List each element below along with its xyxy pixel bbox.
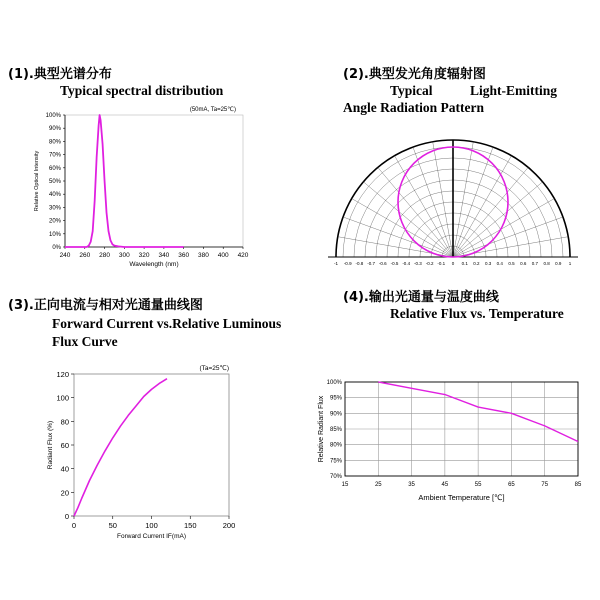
polar-x-tick-label: -1 xyxy=(333,261,339,266)
spectral-note: (50mA, Ta=25℃) xyxy=(189,107,236,113)
spectral-plot-frame xyxy=(65,115,243,247)
temp-y-tick-label: 75% xyxy=(329,458,342,465)
polar-x-tick-label: 0.9 xyxy=(555,261,562,266)
temp-y-axis-label: Relative Radiant Flux xyxy=(318,395,325,463)
polar-chart xyxy=(328,140,578,257)
spectral-x-tick-label: 360 xyxy=(178,252,190,259)
polar-x-tick-label: 0.2 xyxy=(473,261,480,266)
polar-x-tick-label: -0.1 xyxy=(437,261,446,266)
temp-y-tick-label: 90% xyxy=(329,411,342,418)
flux-y-tick-label: 100 xyxy=(56,393,69,403)
panel2-title-cn: (2).典型发光角度辐射图 xyxy=(343,67,486,82)
polar-x-tick-label: -0.4 xyxy=(402,261,411,266)
flux-plot-frame xyxy=(74,374,229,516)
spectral-x-tick-label: 300 xyxy=(118,252,130,259)
temp-x-tick-label: 85 xyxy=(574,482,582,488)
panel2-title-en-3: Angle Radiation Pattern xyxy=(343,100,484,115)
spectral-y-tick-label: 60% xyxy=(48,165,61,172)
polar-x-tick-label: 0.4 xyxy=(496,261,503,266)
panel1-title-cn: (1).典型光谱分布 xyxy=(8,67,112,82)
polar-x-tick-label: 0.7 xyxy=(531,261,539,266)
flux-y-tick-label: 120 xyxy=(56,370,69,379)
polar-x-tick-label: 0 xyxy=(451,261,455,266)
panel1-title-en: Typical spectral distribution xyxy=(60,83,224,98)
polar-x-tick-label: -0.6 xyxy=(378,261,387,266)
polar-x-tick-label: 0.5 xyxy=(508,261,515,266)
flux-x-axis-label: Forward Current IF(mA) xyxy=(117,533,186,540)
flux-x-tick-label: 200 xyxy=(222,521,236,530)
flux-note: (Ta=25℃) xyxy=(199,365,229,372)
polar-x-tick-label: -0.7 xyxy=(367,261,375,266)
spectral-x-axis-label: Wavelength (nm) xyxy=(129,261,179,268)
flux-y-tick-label: 0 xyxy=(64,512,69,521)
polar-x-tick-label: 0.6 xyxy=(520,261,527,266)
spectral-y-tick-label: 10% xyxy=(48,231,61,238)
temp-x-axis-label: Ambient Temperature [℃] xyxy=(418,493,505,502)
spectral-y-tick-label: 100% xyxy=(45,113,61,119)
flux-x-tick-label: 0 xyxy=(71,521,77,530)
flux-y-tick-label: 40 xyxy=(60,464,69,474)
flux-y-tick-label: 60 xyxy=(60,441,69,450)
flux-curve xyxy=(74,379,167,516)
spectral-x-tick-label: 380 xyxy=(198,252,209,259)
temp-y-tick-label: 100% xyxy=(326,380,342,386)
polar-x-tick-label: -0.3 xyxy=(414,261,422,266)
spectral-y-tick-label: 80% xyxy=(48,139,61,146)
flux-x-tick-label: 100 xyxy=(145,521,158,530)
spectral-y-tick-label: 50% xyxy=(48,179,61,185)
temp-y-tick-label: 85% xyxy=(329,427,342,433)
flux-y-tick-label: 20 xyxy=(60,488,69,498)
temp-y-tick-label: 95% xyxy=(329,395,342,402)
temp-y-tick-label: 80% xyxy=(329,442,342,449)
polar-x-tick-label: -0.2 xyxy=(425,261,434,266)
temp-x-tick-label: 55 xyxy=(474,482,482,488)
polar-x-tick-label: -0.8 xyxy=(355,261,364,266)
spectral-y-axis-label: Relative Optical Intensity xyxy=(34,150,40,212)
spectral-x-tick-label: 320 xyxy=(138,252,150,259)
polar-radial-line xyxy=(453,147,493,257)
polar-x-tick-label: 0.3 xyxy=(484,261,492,266)
spectral-x-tick-label: 400 xyxy=(217,252,229,259)
polar-radial-line xyxy=(413,147,453,257)
polar-radial-line xyxy=(453,217,563,257)
polar-x-tick-label: -0.9 xyxy=(343,261,352,266)
temp-x-tick-label: 15 xyxy=(341,482,349,488)
spectral-y-tick-label: 20% xyxy=(48,218,61,225)
spectral-x-tick-label: 260 xyxy=(79,252,91,259)
flux-y-tick-label: 80 xyxy=(60,417,69,427)
spectral-y-tick-label: 70% xyxy=(48,152,61,159)
panel4-title-en: Relative Flux vs. Temperature xyxy=(390,306,564,321)
polar-x-tick-label: 1 xyxy=(568,261,572,266)
polar-x-tick-label: 0.1 xyxy=(461,261,468,266)
polar-x-tick-label: 0.8 xyxy=(543,261,550,266)
temp-x-tick-label: 35 xyxy=(408,482,415,488)
panel2-title-en-1: Typical xyxy=(390,83,433,98)
spectral-x-tick-label: 420 xyxy=(237,252,249,259)
spectral-curve xyxy=(65,115,184,247)
spectral-x-tick-label: 240 xyxy=(59,252,71,259)
spectral-y-tick-label: 30% xyxy=(48,205,61,212)
polar-radial-line xyxy=(343,217,453,257)
panel4-title-cn: (4).输出光通量与温度曲线 xyxy=(343,290,499,305)
panel3-title-en-1: Forward Current vs.Relative Luminous xyxy=(52,316,282,331)
temp-x-tick-label: 25 xyxy=(374,482,382,488)
panel3-title-cn: (3).正向电流与相对光通量曲线图 xyxy=(8,298,203,313)
temp-x-tick-label: 65 xyxy=(508,482,515,488)
spectral-y-tick-label: 90% xyxy=(48,126,61,133)
spectral-y-tick-label: 40% xyxy=(48,192,61,199)
spectral-x-tick-label: 280 xyxy=(99,252,110,259)
temp-x-tick-label: 75 xyxy=(541,482,549,488)
temp-x-tick-label: 45 xyxy=(441,482,449,488)
temp-y-tick-label: 70% xyxy=(329,474,342,480)
panel2-title-en-2: Light-Emitting xyxy=(470,83,558,98)
spectral-y-tick-label: 0% xyxy=(52,245,61,251)
spectral-x-tick-label: 340 xyxy=(158,252,170,259)
flux-y-axis-label: Radiant Flux (%) xyxy=(47,420,54,470)
flux-x-tick-label: 50 xyxy=(108,521,117,530)
flux-x-tick-label: 150 xyxy=(183,521,197,530)
panel3-title-en-2: Flux Curve xyxy=(52,334,118,349)
polar-x-tick-label: -0.5 xyxy=(390,261,399,266)
